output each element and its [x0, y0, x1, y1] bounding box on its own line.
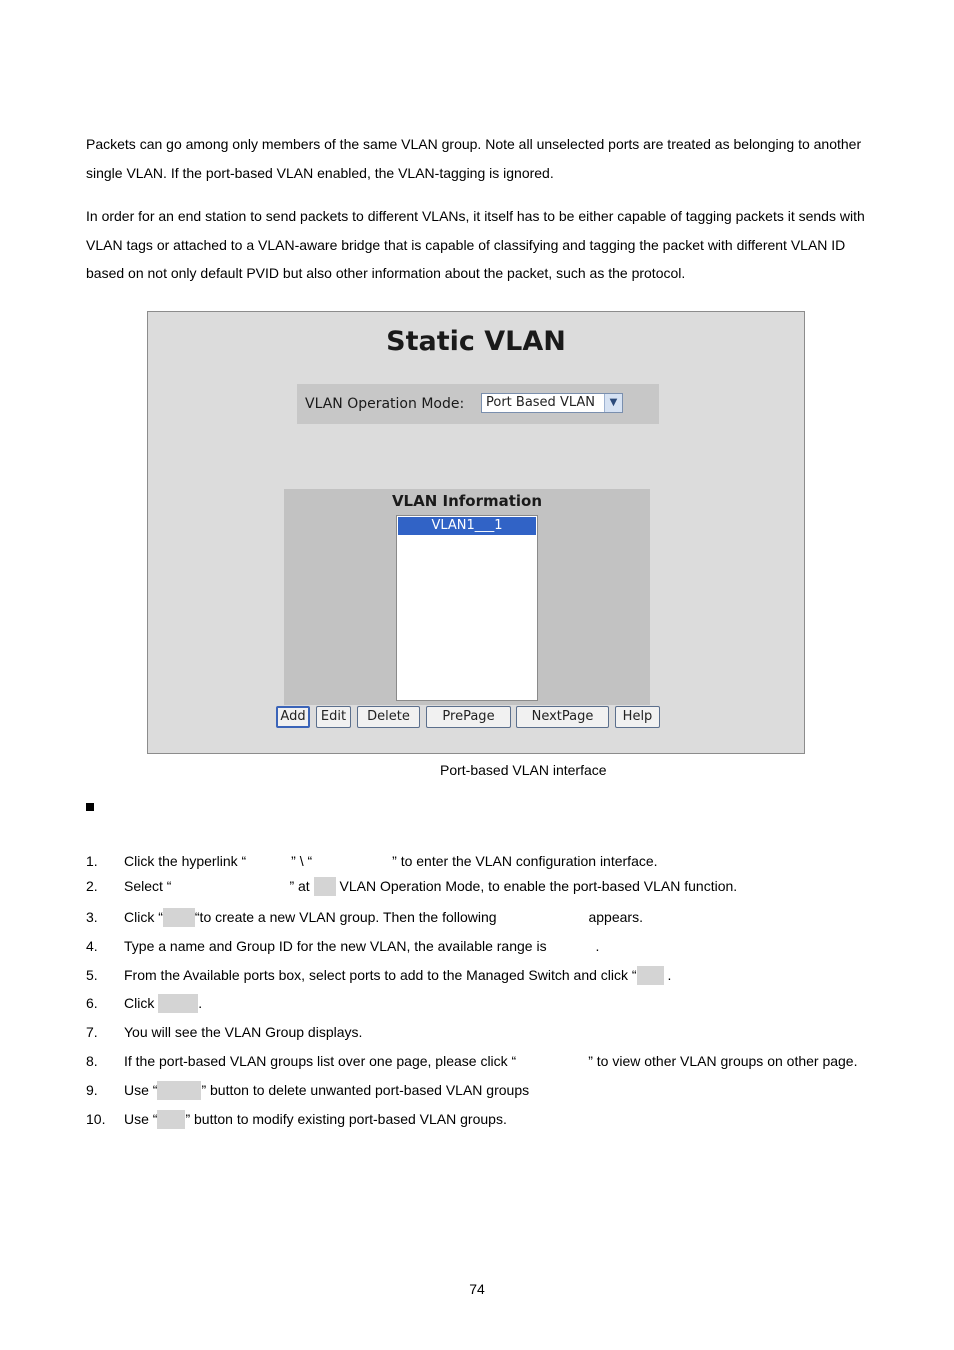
bullet-square-icon — [86, 803, 94, 811]
page-number: 74 — [469, 1281, 485, 1297]
vlan-mode-label: VLAN Operation Mode: — [305, 396, 465, 412]
vlan-mode-value: Port Based VLAN — [486, 395, 595, 410]
add-button[interactable]: Add — [276, 706, 310, 728]
delete-button[interactable]: Delete — [357, 706, 420, 728]
edit-button[interactable]: Edit — [316, 706, 351, 728]
help-button[interactable]: Help — [615, 706, 660, 728]
intro-paragraph-2: In order for an end station to send packets to different VLANs, it itself has to be either capable of tagging packets it sends with VLAN tags or attached to a VLAN-aware bridge that is capable of classifying and tagging the packet with different VLAN ID based on not only default PVID but also other information about the packet, such as the protocol. — [86, 208, 865, 281]
vlan-information-title: VLAN Information — [391, 492, 543, 510]
screenshot-title: Static VLAN — [386, 326, 566, 357]
nextpage-button[interactable]: NextPage — [516, 706, 609, 728]
intro-paragraph-1: Packets can go among only members of the same VLAN group. Note all unselected ports are treated as belonging to another single VLAN. If the port-based VLAN enabled, the VLAN-tagging is ignored. — [86, 136, 862, 181]
vlan-list-item[interactable]: VLAN1___1 — [398, 517, 536, 535]
prepage-button[interactable]: PrePage — [426, 706, 511, 728]
vlan-list[interactable] — [396, 515, 538, 701]
figure-caption: Port-based VLAN interface — [440, 762, 607, 778]
vlan-information-box — [284, 489, 650, 705]
vlan-mode-select[interactable] — [481, 393, 623, 413]
vlan-mode-box — [297, 384, 659, 424]
static-vlan-screenshot — [147, 311, 805, 754]
chevron-down-icon[interactable]: ▼ — [604, 394, 622, 412]
